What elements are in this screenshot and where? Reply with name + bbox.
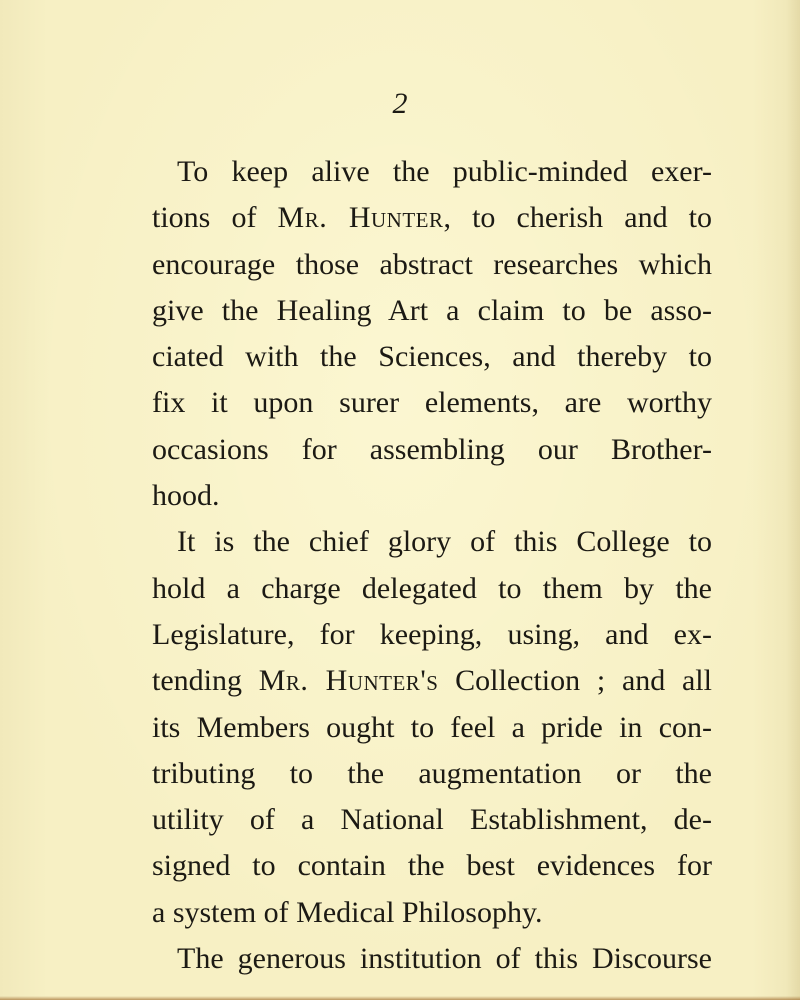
text-line: ciated with the Sciences, and thereby to [152,340,712,374]
text-line: utility of a National Establishment, de- [152,803,712,837]
text-line: To keep alive the public-minded exer- [177,155,712,188]
text-line: Legislature, for keeping, using, and ex- [152,617,712,651]
text-line: fix it upon surer elements, are worthy [152,386,712,420]
text-line: hold a charge delegated to them by the [152,571,712,605]
text-line: a system of Medical Philosophy. [152,895,543,929]
page-number: 2 [392,87,408,120]
body-text [152,149,712,982]
text-line: give the Healing Art a claim to be asso- [152,293,712,327]
text-line: tions of Mr. Hunter, to cherish and to [152,201,713,235]
text-line: signed to contain the best evidences for [152,849,712,883]
text-line: occasions for assembling our Brother- [152,432,712,466]
page-edge-shadow [786,0,800,1000]
text-line: tributing to the augmentation or the [152,756,712,790]
page-bottom-edge [0,996,800,1000]
text-line: encourage those abstract researches which [152,247,712,281]
text-line: tending Mr. Hunter's Collection ; and all [152,664,712,698]
text-line: The generous institution of this Discourse [177,942,712,976]
text-line: its Members ought to feel a pride in con- [152,710,712,744]
text-line: hood. [152,479,220,513]
text-line: It is the chief glory of this College to [177,525,712,559]
